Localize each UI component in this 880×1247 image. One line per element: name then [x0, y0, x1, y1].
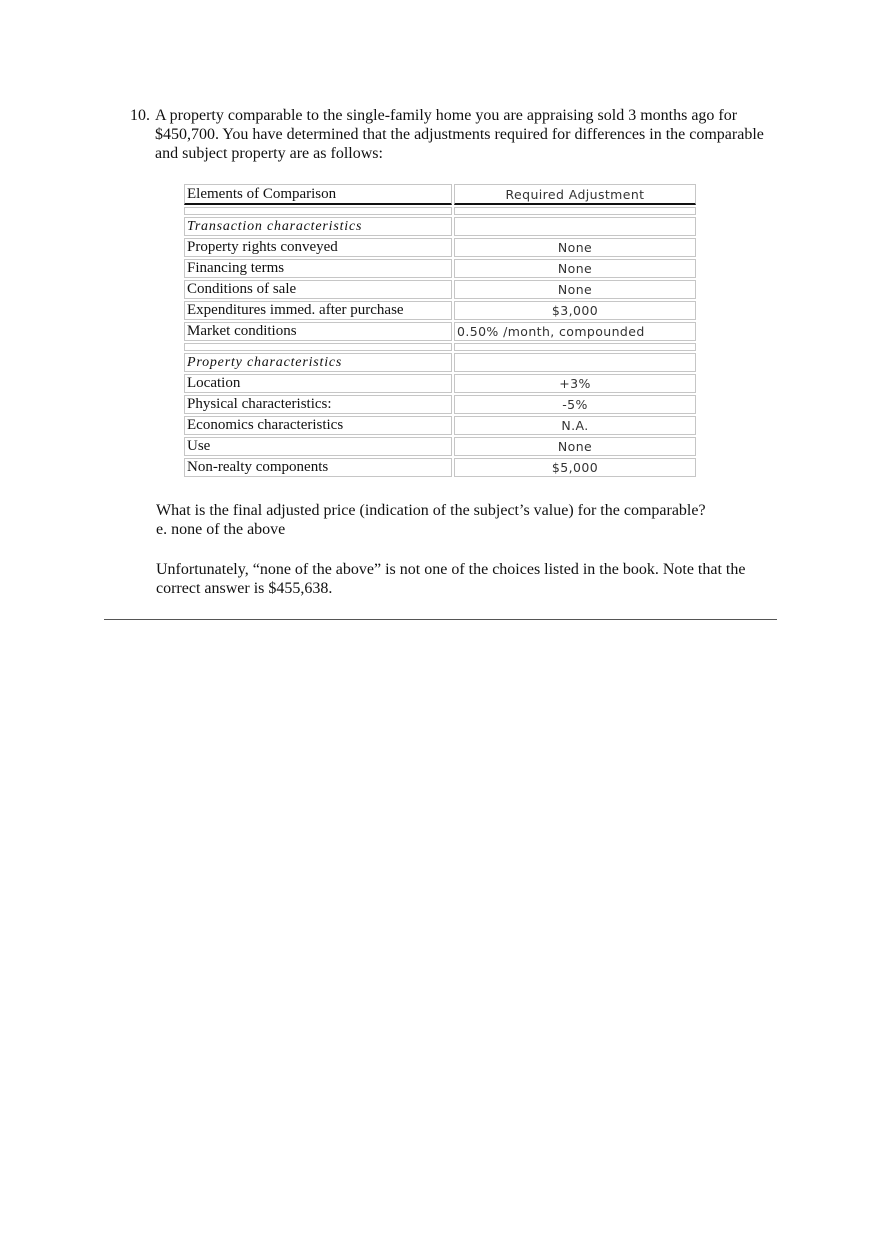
row-value: N.A. [454, 416, 696, 435]
row-value: None [454, 437, 696, 456]
row-value: -5% [454, 395, 696, 414]
table-row [184, 458, 696, 477]
section-title: Transaction characteristics [184, 217, 452, 236]
row-label: Property rights conveyed [184, 238, 452, 257]
row-label: Conditions of sale [184, 280, 452, 299]
row-label: Economics characteristics [184, 416, 452, 435]
question-number: 10. [130, 107, 150, 124]
table-header-row [184, 184, 696, 205]
section-title: Property characteristics [184, 353, 452, 372]
row-label: Non-realty components [184, 458, 452, 477]
prompt-question: What is the final adjusted price (indication of the subject’s value) for the comparable? [156, 502, 706, 519]
header-elements: Elements of Comparison [184, 184, 452, 205]
question-text: A property comparable to the single-family home you are appraising sold 3 months ago for $450,700. You have determined that the adjustments required for differences in the comparable and subject property are as follows: [155, 107, 764, 162]
horizontal-rule [104, 619, 777, 620]
section-title-row [184, 353, 696, 372]
spacer-row [184, 207, 696, 215]
row-value: None [454, 280, 696, 299]
row-label: Expenditures immed. after purchase [184, 301, 452, 320]
row-label: Physical characteristics: [184, 395, 452, 414]
row-value: $5,000 [454, 458, 696, 477]
row-value: 0.50% /month, compounded [454, 322, 696, 341]
table-row [184, 238, 696, 257]
table-row [184, 416, 696, 435]
row-value: None [454, 238, 696, 257]
row-value: +3% [454, 374, 696, 393]
table-row [184, 259, 696, 278]
spacer-row [184, 343, 696, 351]
table-row [184, 322, 696, 341]
adjustments-table [182, 182, 698, 479]
table-row [184, 374, 696, 393]
note-paragraph: Unfortunately, “none of the above” is not one of the choices listed in the book. Note that the correct answer is $455,638. [156, 561, 746, 597]
prompt-block [156, 501, 776, 539]
table-row [184, 280, 696, 299]
row-label: Location [184, 374, 452, 393]
row-label: Market conditions [184, 322, 452, 341]
row-value: None [454, 259, 696, 278]
table-row [184, 437, 696, 456]
table-row [184, 301, 696, 320]
row-label: Use [184, 437, 452, 456]
header-required-adjustment: Required Adjustment [454, 184, 696, 205]
row-value: $3,000 [454, 301, 696, 320]
section-title-row [184, 217, 696, 236]
row-label: Financing terms [184, 259, 452, 278]
prompt-answer: e. none of the above [156, 521, 286, 538]
table-row [184, 395, 696, 414]
